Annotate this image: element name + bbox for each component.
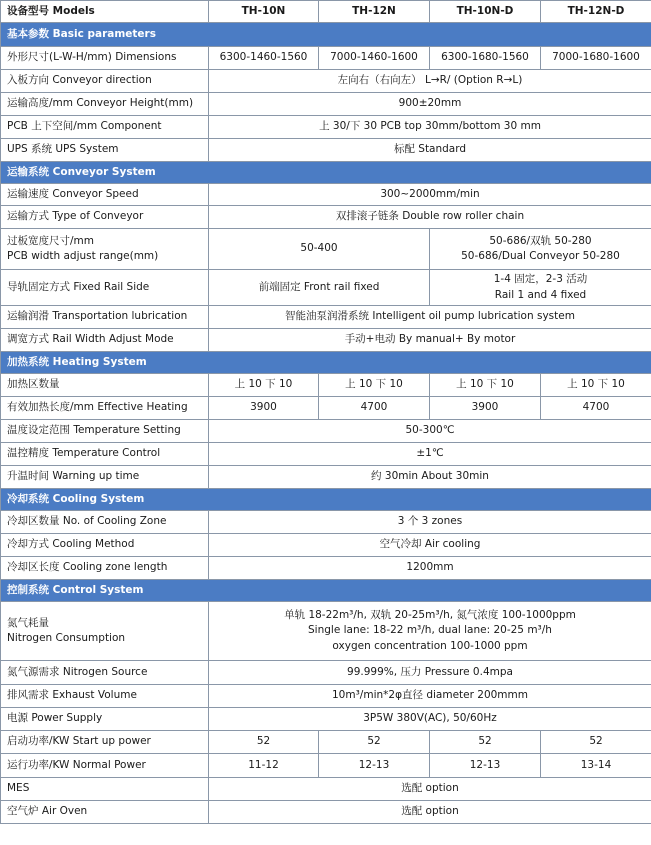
spec-value: 上 10 下 10	[541, 374, 651, 397]
spec-row	[1, 420, 651, 443]
spec-label: 排风需求 Exhaust Volume	[1, 685, 209, 708]
spec-value: 空气冷却 Air cooling	[209, 534, 651, 557]
spec-row	[1, 139, 651, 162]
models-header-label: 设备型号 Models	[1, 1, 209, 23]
model-th-12n-d: TH-12N-D	[541, 1, 651, 23]
spec-value: 智能油泵润滑系统 Intelligent oil pump lubrication system	[209, 306, 651, 329]
spec-value: 900±20mm	[209, 93, 651, 116]
spec-value: 1-4 固定，2-3 活动 Rail 1 and 4 fixed	[430, 270, 651, 306]
spec-value: 12-13	[430, 754, 541, 778]
spec-row	[1, 708, 651, 731]
spec-label: 空气炉 Air Oven	[1, 801, 209, 824]
spec-label: 运输高度/mm Conveyor Height(mm)	[1, 93, 209, 116]
spec-value: 前端固定 Front rail fixed	[209, 270, 430, 306]
section-title: 基本参数 Basic parameters	[1, 23, 651, 47]
spec-row	[1, 206, 651, 229]
spec-row	[1, 685, 651, 708]
spec-label: 电源 Power Supply	[1, 708, 209, 731]
spec-row	[1, 778, 651, 801]
spec-row	[1, 511, 651, 534]
spec-value: 52	[430, 731, 541, 754]
spec-label: 调宽方式 Rail Width Adjust Mode	[1, 329, 209, 352]
spec-row	[1, 754, 651, 778]
spec-value: 10m³/min*2φ直径 diameter 200mmm	[209, 685, 651, 708]
spec-label: 温度设定范围 Temperature Setting	[1, 420, 209, 443]
section-title: 加热系统 Heating System	[1, 352, 651, 374]
spec-value: ±1℃	[209, 443, 651, 466]
spec-value: 双排滚子链条 Double row roller chain	[209, 206, 651, 229]
spec-label: 氮气耗量 Nitrogen Consumption	[1, 602, 209, 661]
spec-value: 52	[541, 731, 651, 754]
spec-value: 单轨 18-22m³/h, 双轨 20-25m³/h, 氮气浓度 100-1000ppm Single lane: 18-22 m³/h, dual lane: 20-25 m³/h oxygen concentration 100-1000 ppm	[209, 602, 651, 661]
spec-label: 运行功率/KW Normal Power	[1, 754, 209, 778]
spec-value: 99.999%, 压力 Pressure 0.4mpa	[209, 661, 651, 685]
spec-label: 运输速度 Conveyor Speed	[1, 184, 209, 206]
spec-row	[1, 557, 651, 580]
spec-value: 13-14	[541, 754, 651, 778]
spec-label: 运输方式 Type of Conveyor	[1, 206, 209, 229]
spec-row	[1, 116, 651, 139]
spec-row	[1, 93, 651, 116]
spec-label: 有效加热长度/mm Effective Heating	[1, 397, 209, 420]
spec-label: 氮气源需求 Nitrogen Source	[1, 661, 209, 685]
spec-value: 50-686/双轨 50-280 50-686/Dual Conveyor 50-280	[430, 229, 651, 270]
spec-label: 温控精度 Temperature Control	[1, 443, 209, 466]
spec-row	[1, 443, 651, 466]
spec-value: 3 个 3 zones	[209, 511, 651, 534]
spec-row	[1, 534, 651, 557]
section-header	[1, 162, 651, 184]
spec-value: 52	[209, 731, 319, 754]
section-header	[1, 580, 651, 602]
spec-value: 3900	[209, 397, 319, 420]
spec-value: 50-400	[209, 229, 430, 270]
spec-label: 冷却方式 Cooling Method	[1, 534, 209, 557]
spec-label: 冷却区长度 Cooling zone length	[1, 557, 209, 580]
model-th-12n: TH-12N	[319, 1, 430, 23]
spec-value: 300~2000mm/min	[209, 184, 651, 206]
spec-value: 6300-1460-1560	[209, 47, 319, 70]
spec-row	[1, 184, 651, 206]
section-title: 控制系统 Control System	[1, 580, 651, 602]
section-title: 冷却系统 Cooling System	[1, 489, 651, 511]
spec-row	[1, 70, 651, 93]
spec-value: 3900	[430, 397, 541, 420]
spec-row	[1, 329, 651, 352]
spec-value: 12-13	[319, 754, 430, 778]
model-th-10n-d: TH-10N-D	[430, 1, 541, 23]
spec-label: 过板宽度尺寸/mm PCB width adjust range(mm)	[1, 229, 209, 270]
spec-label: MES	[1, 778, 209, 801]
models-header-row	[1, 1, 651, 23]
spec-label: UPS 系统 UPS System	[1, 139, 209, 162]
spec-table-body	[1, 1, 651, 824]
section-header	[1, 23, 651, 47]
spec-value: 52	[319, 731, 430, 754]
spec-row	[1, 374, 651, 397]
spec-value: 约 30min About 30min	[209, 466, 651, 489]
spec-row	[1, 602, 651, 661]
spec-label: PCB 上下空间/mm Component	[1, 116, 209, 139]
spec-row	[1, 270, 651, 306]
spec-label: 启动功率/KW Start up power	[1, 731, 209, 754]
spec-row	[1, 229, 651, 270]
section-header	[1, 489, 651, 511]
spec-value: 3P5W 380V(AC), 50/60Hz	[209, 708, 651, 731]
spec-value: 上 10 下 10	[319, 374, 430, 397]
spec-value: 选配 option	[209, 801, 651, 824]
spec-value: 7000-1680-1600	[541, 47, 651, 70]
spec-row	[1, 466, 651, 489]
spec-value: 11-12	[209, 754, 319, 778]
spec-label: 运输润滑 Transportation lubrication	[1, 306, 209, 329]
spec-value: 上 10 下 10	[209, 374, 319, 397]
spec-value: 手动+电动 By manual+ By motor	[209, 329, 651, 352]
spec-value: 4700	[319, 397, 430, 420]
spec-value: 左向右（右向左） L→R/ (Option R→L)	[209, 70, 651, 93]
spec-row	[1, 661, 651, 685]
spec-value: 1200mm	[209, 557, 651, 580]
spec-value: 标配 Standard	[209, 139, 651, 162]
spec-row	[1, 801, 651, 824]
spec-row	[1, 47, 651, 70]
spec-row	[1, 731, 651, 754]
spec-value: 4700	[541, 397, 651, 420]
spec-row	[1, 397, 651, 420]
spec-value: 上 10 下 10	[430, 374, 541, 397]
spec-label: 升温时间 Warning up time	[1, 466, 209, 489]
spec-value: 50-300℃	[209, 420, 651, 443]
spec-label: 入板方向 Conveyor direction	[1, 70, 209, 93]
spec-row	[1, 306, 651, 329]
section-title: 运输系统 Conveyor System	[1, 162, 651, 184]
spec-value: 6300-1680-1560	[430, 47, 541, 70]
spec-label: 导轨固定方式 Fixed Rail Side	[1, 270, 209, 306]
spec-label: 外形尺寸(L-W-H/mm) Dimensions	[1, 47, 209, 70]
spec-value: 上 30/下 30 PCB top 30mm/bottom 30 mm	[209, 116, 651, 139]
spec-label: 加热区数量	[1, 374, 209, 397]
spec-label: 冷却区数量 No. of Cooling Zone	[1, 511, 209, 534]
model-th-10n: TH-10N	[209, 1, 319, 23]
section-header	[1, 352, 651, 374]
spec-value: 7000-1460-1600	[319, 47, 430, 70]
spec-value: 选配 option	[209, 778, 651, 801]
